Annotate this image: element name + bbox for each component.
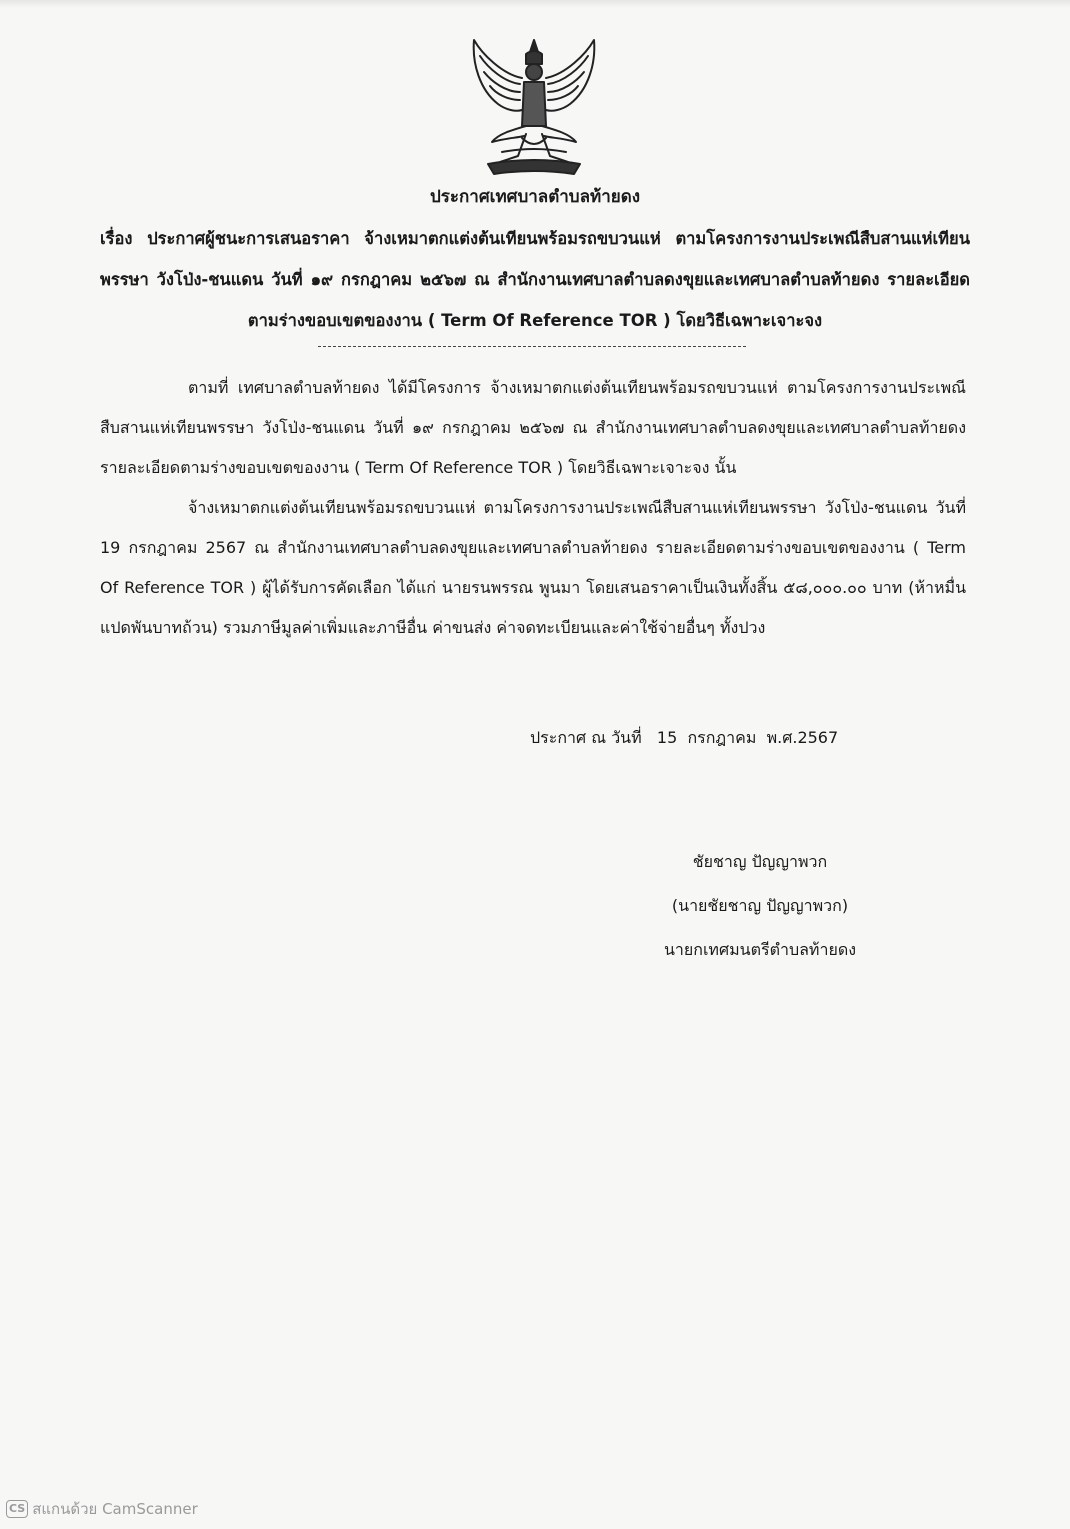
section-divider bbox=[318, 346, 746, 347]
document-subject: เรื่อง ประกาศผู้ชนะการเสนอราคา จ้างเหมาตกแต่งต้นเทียนพร้อมรถขบวนแห่ ตามโครงการงานประเพณีสืบสานแห่เทียนพรรษา วังโป่ง-ชนแดน วันที่ ๑๙ กรกฎาคม ๒๕๖๗ ณ สำนักงานเทศบาลตำบลดงขุยและเทศบาลตำบลท้ายดง รายละเอียดตามร่างขอบเขตของงาน ( Term Of Reference TOR ) โดยวิธีเฉพาะเจาะจง bbox=[100, 229, 970, 330]
announcement-date: ประกาศ ณ วันที่ 15 กรกฎาคม พ.ศ.2567 bbox=[530, 728, 839, 747]
signature-position: นายกเทศมนตรีตำบลท้ายดง bbox=[663, 940, 857, 959]
signature-name: ชัยชาญ ปัญญาพวก bbox=[692, 852, 828, 871]
scan-edge bbox=[0, 0, 1070, 8]
document-title: ประกาศเทศบาลตำบลท้ายดง bbox=[429, 187, 641, 207]
document-body bbox=[100, 368, 966, 648]
camscanner-text: สแกนด้วย CamScanner bbox=[32, 1500, 198, 1518]
garuda-emblem-icon bbox=[462, 34, 606, 182]
camscanner-logo-icon: CS bbox=[6, 1500, 28, 1518]
signature-fullname: (นายชัยชาญ ปัญญาพวก) bbox=[671, 896, 849, 915]
paragraph-project: ตามที่ เทศบาลตำบลท้ายดง ได้มีโครงการ จ้างเหมาตกแต่งต้นเทียนพร้อมรถขบวนแห่ ตามโครงการงานประเพณีสืบสานแห่เทียนพรรษา วังโป่ง-ชนแดน วันที่ ๑๙ กรกฎาคม ๒๕๖๗ ณ สำนักงานเทศบาลตำบลดงขุยและเทศบาลตำบลท้ายดง รายละเอียดตามร่างขอบเขตของงาน ( Term Of Reference TOR ) โดยวิธีเฉพาะเจาะจง นั้น bbox=[100, 378, 966, 477]
camscanner-watermark bbox=[6, 1497, 198, 1521]
paragraph-award: จ้างเหมาตกแต่งต้นเทียนพร้อมรถขบวนแห่ ตามโครงการงานประเพณีสืบสานแห่เทียนพรรษา วังโป่ง-ชนแดน วันที่ 19 กรกฎาคม 2567 ณ สำนักงานเทศบาลตำบลดงขุยและเทศบาลตำบลท้ายดง รายละเอียดตามร่างขอบเขตของงาน ( Term Of Reference TOR ) ผู้ได้รับการคัดเลือก ได้แก่ นายรนพรรณ พูนมา โดยเสนอราคาเป็นเงินทั้งสิ้น ๕๘,๐๐๐.๐๐ บาท (ห้าหมื่นแปดพันบาทถ้วน) รวมภาษีมูลค่าเพิ่มและภาษีอื่น ค่าขนส่ง ค่าจดทะเบียนและค่าใช้จ่ายอื่นๆ ทั้งปวง bbox=[100, 498, 967, 637]
